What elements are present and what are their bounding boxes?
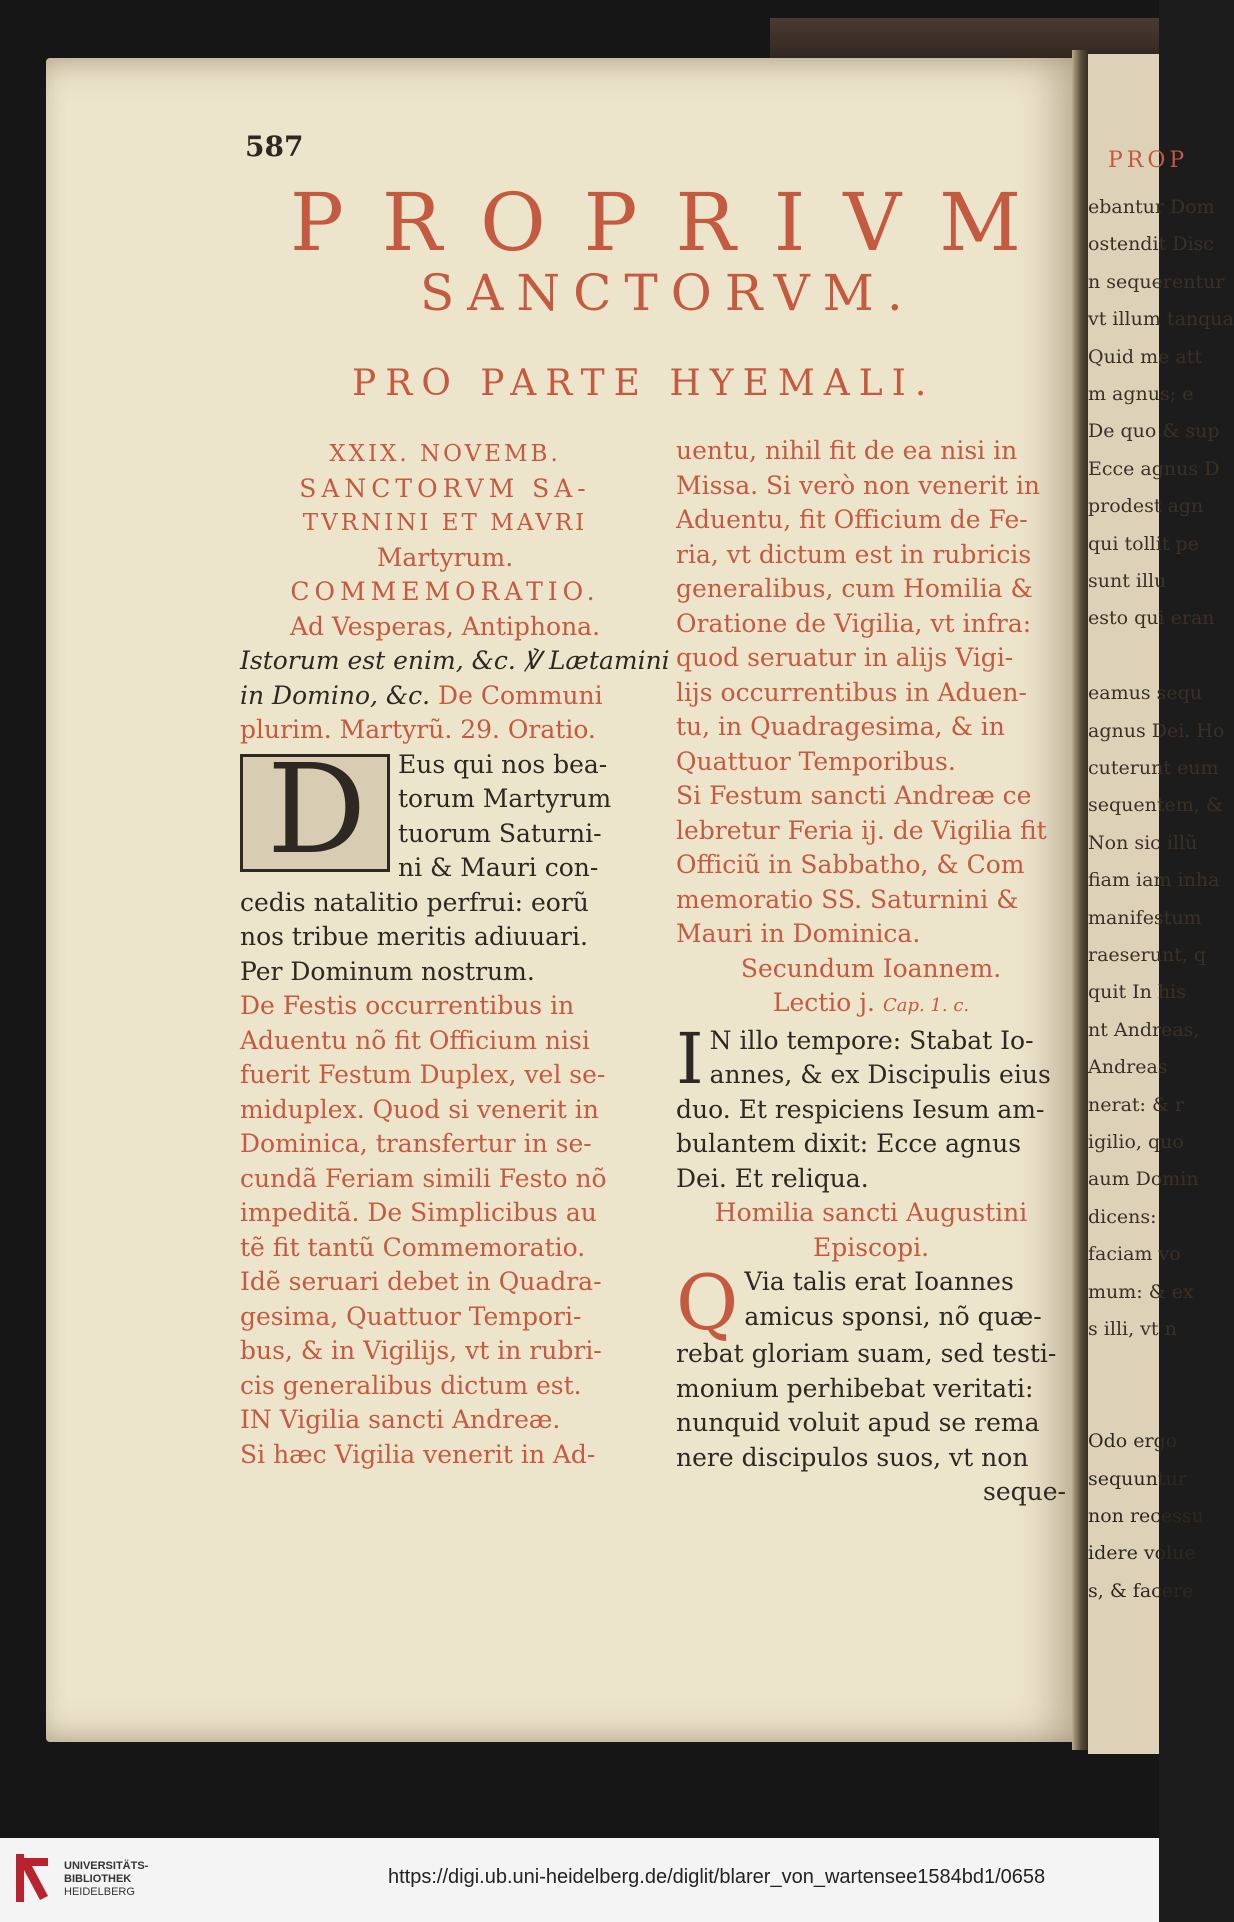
prayer-line: Eus qui nos bea- [398, 749, 608, 779]
facing-page-line: De quo & sup [1088, 420, 1220, 443]
facing-page-line: Quid me att [1088, 345, 1202, 368]
rubric-line: impeditã. De Simplicibus au [240, 1198, 597, 1227]
vigil-heading: IN Vigilia sancti Andreæ. [240, 1405, 561, 1434]
facing-page-line: agnus Dei. Ho [1088, 719, 1225, 742]
rubric-line: quod seruatur in alijs Vigi- [676, 643, 1014, 672]
page-title: PROPRIVM [290, 176, 1059, 269]
facing-page-line: Andreas [1088, 1056, 1168, 1079]
homily-line: rebat gloriam suam, sed testi- [676, 1339, 1057, 1368]
feast-heading-line: TVRNINI ET MAVRI [302, 510, 588, 536]
rubric-line: Mauri in Dominica. [676, 919, 921, 948]
rubric-line: Oratione de Vigilia, vt infra: [676, 608, 1032, 638]
right-text-column [676, 434, 1066, 1510]
facing-page-line: raeserunt, q [1088, 944, 1207, 966]
rubric-line: plurim. Martyrũ. 29. Oratio. [240, 715, 596, 744]
rubric-line: generalibus, cum Homilia & [676, 574, 1033, 603]
lesson-number: Lectio j. [772, 988, 875, 1017]
facing-page-line: quit In his [1088, 981, 1186, 1004]
rubric-line: Ad Vesperas, Antiphona. [289, 611, 601, 641]
feast-heading-line: SANCTORVM SA- [299, 473, 591, 503]
facing-page-line: Non sic illũ [1088, 831, 1198, 854]
facing-page-line: Ecce agnus D [1088, 457, 1220, 480]
rubric-line: Missa. Si verò non venerit in [676, 470, 1041, 500]
facing-page-line: idere volue [1088, 1542, 1196, 1565]
left-text-column [240, 437, 670, 1472]
homily-line: nere discipulos suos, vt non [676, 1442, 1029, 1472]
facing-page-line: sequentem, & [1088, 794, 1223, 817]
facing-page-line: dicens: [1088, 1205, 1157, 1228]
library-logo-text[interactable] [64, 1860, 148, 1899]
facing-page-line: vt illum tanqua [1088, 308, 1234, 331]
prayer-line: torum Martyrum [398, 784, 612, 813]
rubric-line: lijs occurrentibus in Aduen- [676, 677, 1027, 707]
antiphon-incipit: Istorum est enim, &c. [240, 646, 516, 675]
rubric-line: uentu, nihil fit de ea nisi in [676, 436, 1018, 465]
versicle: ℣ Lætamini [523, 646, 670, 675]
facing-page-line: s, & facere [1088, 1579, 1194, 1602]
facing-page-line: ebantur Dom [1088, 196, 1215, 218]
facing-page-line: non recessu [1088, 1505, 1204, 1527]
rubric-line: Aduentu nõ fit Officium nisi [240, 1025, 590, 1055]
rubric-line: memoratio SS. Saturnini & [676, 884, 1019, 914]
text-line [240, 679, 650, 714]
facing-page-line: igilio, quo [1088, 1131, 1184, 1153]
viewer-footer [0, 1838, 1159, 1922]
chapter-reference: Cap. 1. c. [882, 995, 970, 1016]
facing-page-line: sunt illu [1088, 570, 1167, 592]
initial-letter: I [676, 1017, 704, 1100]
logo-line: UNIVERSITÄTS- [64, 1860, 149, 1872]
rubric-line: Dominica, transfertur in se- [240, 1129, 592, 1158]
facing-page-line: sequuntur [1088, 1467, 1187, 1490]
rubric-line: Si Festum sancti Andreæ ce [676, 781, 1032, 810]
gospel-line: Dei. Et reliqua. [676, 1163, 869, 1193]
rubric-line: Si hæc Vigilia venerit in Ad- [240, 1439, 596, 1469]
permalink-url[interactable]: https://digi.ub.uni-heidelberg.de/diglit/blarer_von_wartensee1584bd1/0658 [388, 1866, 1046, 1888]
rubric-text: De Communi [438, 680, 603, 710]
facing-page-line: eamus sequ [1088, 682, 1203, 705]
section-heading: PRO PARTE HYEMALI. [352, 363, 936, 404]
facing-page-line: s illi, vt n [1088, 1318, 1177, 1340]
facing-page-line: prodest agn [1088, 495, 1204, 518]
rubric-line: gesima, Quattuor Tempori- [240, 1301, 582, 1331]
date-heading: XXIX. NOVEMB. [329, 441, 561, 467]
facing-page-line: m agnus; e [1088, 383, 1194, 405]
facing-page-line: nerat: & r [1088, 1093, 1185, 1116]
rubric-line: cundã Feriam simili Festo nõ [240, 1163, 607, 1193]
logo-line: BIBLIOTHEK [64, 1873, 132, 1885]
decorated-initial-letter: D [267, 737, 367, 882]
rubric-line: De Festis occurrentibus in [240, 991, 575, 1020]
rubric-line: Idẽ seruari debet in Quadra- [240, 1267, 602, 1296]
library-logo-icon[interactable] [14, 1852, 54, 1904]
prayer-line: Per Dominum nostrum. [240, 956, 535, 986]
facing-page-line: qui tollit pe [1088, 532, 1199, 555]
gospel-line: N illo tempore: Stabat Io- [709, 1025, 1034, 1055]
rubric-line: lebretur Feria ij. de Vigilia fit [676, 815, 1047, 845]
rubric-line: ria, vt dictum est in rubricis [676, 539, 1032, 569]
text-line [240, 644, 670, 679]
rubric-line: miduplex. Quod si venerit in [240, 1094, 599, 1124]
rubric-line: tu, in Quadragesima, & in [676, 712, 1005, 741]
gospel-heading: Secundum Ioannem. [740, 953, 1002, 983]
rubric-line: tẽ fit tantũ Commemoratio. [240, 1232, 586, 1262]
lesson-heading [676, 986, 1066, 1024]
homily-line: Via talis erat Ioannes [744, 1267, 1014, 1296]
prayer-line: tuorum Saturni- [398, 818, 602, 848]
facing-page-line: mum: & ex [1088, 1280, 1194, 1303]
catchword: seque- [983, 1477, 1066, 1506]
rubric-line: fuerit Festum Duplex, vel se- [240, 1060, 606, 1089]
facing-page [1088, 54, 1234, 1754]
page-number: 587 [245, 130, 304, 163]
logo-line: HEIDELBERG [64, 1886, 135, 1898]
rubric-line: Quattuor Temporibus. [676, 746, 956, 776]
facing-page-line: fiam iam inha [1088, 869, 1220, 892]
rubric-line: Aduentu, fit Officium de Fe- [676, 505, 1028, 534]
decorated-initial [240, 737, 390, 882]
homily-line: amicus sponsi, nõ quæ- [744, 1301, 1042, 1331]
facing-page-line: esto qui eran [1088, 607, 1215, 630]
prayer-line: ni & Mauri con- [398, 853, 599, 882]
facing-page-line: aum Domin [1088, 1168, 1199, 1191]
gospel-line: annes, & ex Discipulis eius [709, 1060, 1051, 1089]
facing-page-line: n sequerentur [1088, 270, 1225, 293]
page-subtitle: SANCTORVM. [420, 264, 916, 322]
homily-heading: Homilia sancti Augustini [714, 1198, 1028, 1227]
homily-line: nunquid voluit apud se rema [676, 1408, 1040, 1437]
rubric-line: bus, & in Vigilijs, vt in rubri- [240, 1336, 602, 1365]
rubric-line: cis generalibus dictum est. [240, 1370, 582, 1400]
feast-heading-line: Martyrum. [376, 542, 514, 572]
facing-page-line: manifestum [1088, 906, 1202, 929]
rubric-line: Officiũ in Sabbatho, & Com [676, 850, 1025, 879]
gospel-line: bulantem dixit: Ecce agnus [676, 1129, 1022, 1158]
versicle-continuation: in Domino, &c. [240, 680, 431, 710]
facing-page-line: faciam vo [1088, 1243, 1181, 1266]
prayer-line: cedis natalitio perfrui: eorũ [240, 887, 589, 917]
homily-heading: Episcopi. [812, 1232, 930, 1262]
commemoration-heading: COMMEMORATIO. [290, 577, 600, 606]
facing-page-line: cuterunt eum [1088, 757, 1219, 779]
facing-page-heading: PROP [1108, 148, 1189, 173]
homily-line: monium perhibebat veritati: [676, 1373, 1034, 1403]
facing-page-line: nt Andreas, [1088, 1018, 1200, 1041]
facing-page-line: ostendit Disc [1088, 233, 1214, 256]
facing-page-line: Odo ergo [1088, 1430, 1178, 1453]
initial-letter: Q [676, 1258, 739, 1347]
prayer-line: nos tribue meritis adiuuari. [240, 922, 588, 951]
gospel-line: duo. Et respiciens Iesum am- [676, 1094, 1045, 1124]
